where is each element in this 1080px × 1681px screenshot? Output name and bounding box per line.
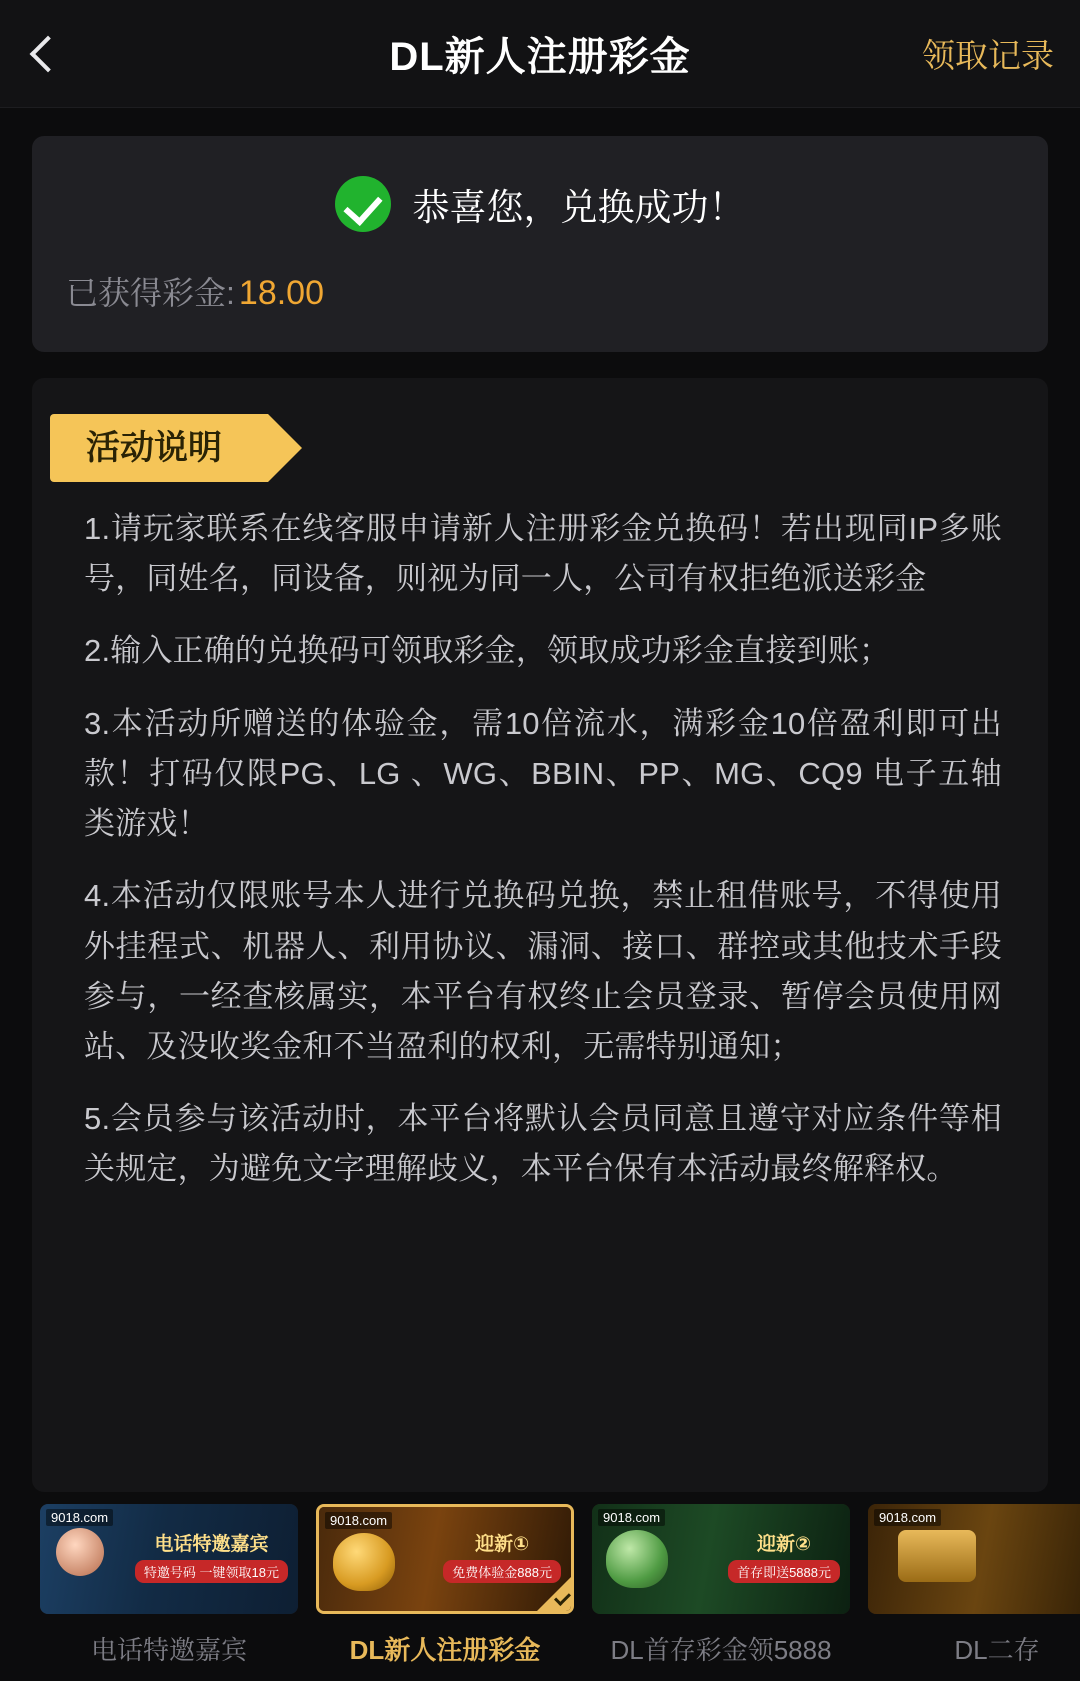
page-header: [0, 0, 1080, 108]
rule-item: 5.会员参与该活动时，本平台将默认会员同意且遵守对应条件等相关规定，为避免文字理解歧义，本平台保有本活动最终解释权。: [84, 1101, 1002, 1187]
promo-item-first-deposit[interactable]: [592, 1504, 850, 1667]
promo-label[interactable]: DL二存: [954, 1635, 1040, 1665]
rule-item: 4.本活动仅限账号本人进行兑换码兑换，禁止租借账号，不得使用外挂程式、机器人、利用协议、漏洞、接口、群控或其他技术手段参与，一经查核属实，本平台有权终止会员登录、暂停会员使用网站、及没收奖金和不当盈利的权利，无需特别通知；: [84, 878, 1002, 1064]
treasure-chest-icon: [898, 1530, 976, 1582]
promo-art-text: [40, 1504, 298, 1614]
promo-sub: 特邀号码 一键领取18元: [135, 1560, 288, 1583]
promo-thumb[interactable]: [592, 1504, 850, 1614]
promo-domain: 9018.com: [598, 1509, 665, 1526]
promo-domain: 9018.com: [874, 1509, 941, 1526]
rules-ribbon-title: 活动说明: [50, 414, 268, 482]
promo-thumb[interactable]: [316, 1504, 574, 1614]
promo-headline: 迎新②: [756, 1533, 812, 1555]
amount-label: 已获得彩金:: [66, 275, 235, 311]
promo-thumb[interactable]: [40, 1504, 298, 1614]
promo-item-new-member-bonus[interactable]: [316, 1504, 574, 1667]
amount-row: [66, 268, 1014, 314]
amount-value: 18.00: [238, 274, 324, 312]
promo-sub: 免费体验金888元: [443, 1560, 561, 1583]
rules-body: [32, 482, 1048, 1195]
claim-record-link[interactable]: 领取记录: [922, 37, 1054, 74]
promo-item-phone-vip[interactable]: [40, 1504, 298, 1667]
promo-art-text: [592, 1504, 850, 1614]
success-message: 恭喜您，兑换成功！: [412, 187, 746, 228]
success-row: [66, 176, 1014, 232]
page-title: DL新人注册彩金: [389, 35, 691, 79]
rule-item: 2.输入正确的兑换码可领取彩金，领取成功彩金直接到账；: [84, 633, 891, 669]
rule-item: 3.本活动所赠送的体验金，需10倍流水，满彩金10倍盈利即可出款！打码仅限PG、LG 、WG、BBIN、PP、MG、CQ9 电子五轴类游戏！: [84, 705, 1002, 842]
promo-headline: 电话特邀嘉宾: [154, 1533, 269, 1555]
selected-check-icon: [537, 1577, 571, 1611]
promo-domain: 9018.com: [325, 1512, 392, 1529]
back-button[interactable]: [0, 0, 86, 108]
rule-item: 1.请玩家联系在线客服申请新人注册彩金兑换码！若出现同IP多账号，同姓名，同设备，则视为同一人，公司有权拒绝派送彩金: [84, 511, 1002, 597]
promo-row: [0, 1504, 1080, 1667]
promo-sub: 首存即送5888元: [728, 1560, 840, 1583]
promo-label[interactable]: DL新人注册彩金: [349, 1635, 541, 1665]
promo-label[interactable]: DL首存彩金领5888: [610, 1635, 832, 1665]
promo-art-text: [319, 1507, 571, 1611]
promo-label[interactable]: 电话特邀嘉宾: [90, 1635, 247, 1665]
success-card: [32, 136, 1048, 352]
chevron-left-icon: [30, 35, 67, 72]
rules-card: [32, 378, 1048, 1492]
promo-thumb[interactable]: [868, 1504, 1080, 1614]
check-circle-icon: [335, 176, 391, 232]
promo-item-second-deposit[interactable]: [868, 1504, 1080, 1667]
promo-headline: 迎新①: [475, 1533, 530, 1555]
promo-carousel[interactable]: [0, 1492, 1080, 1681]
promo-domain: 9018.com: [46, 1509, 113, 1526]
